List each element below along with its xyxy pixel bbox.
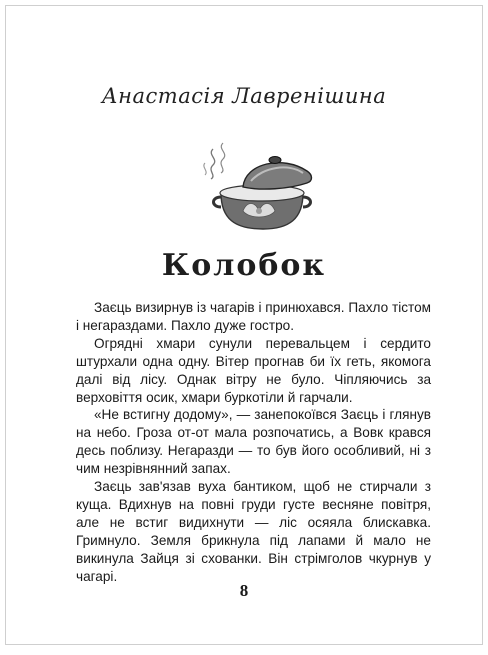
paragraph: Огрядні хмари сунули перевальцем і сердито штурхали одна одну. Вітер прогнав би їх геть, якомога далі від лісу. Однак вітру не було. Чіпляючись за верховіття осик, хмари буркотіли й гарчали. [76,335,431,405]
story-text [76,299,431,586]
book-page [5,5,483,645]
author-name: Анастасія Лавренішина [101,84,387,108]
story-title: Колобок [161,248,327,283]
page-number: 8 [239,581,249,600]
paragraph: Заєць визирнув із чагарів і принюхався. Пахло тістом і негараздами. Пахло дуже гостро. [76,300,431,333]
steaming-pot-icon [203,141,321,233]
paragraph: Заєць зав'язав вуха бантиком, щоб не стирчали з куща. Вдихнув на повні груди густе весняне повітря, але не встиг видихнути — ліс осяяла блискавка. Гримнуло. Земля брикнула під лапами й мало не викинула Зайця зі схованки. Він стрімголов чкурнув у чагарі. [76,479,431,584]
paragraph: «Не встигну додому», — занепокоївся Заєць і глянув на небо. Гроза от-от мала розпочатись, а Вовк крався десь поблизу. Негаразди — то був його особливий, ні з чим незрівнянний запах. [76,407,431,477]
